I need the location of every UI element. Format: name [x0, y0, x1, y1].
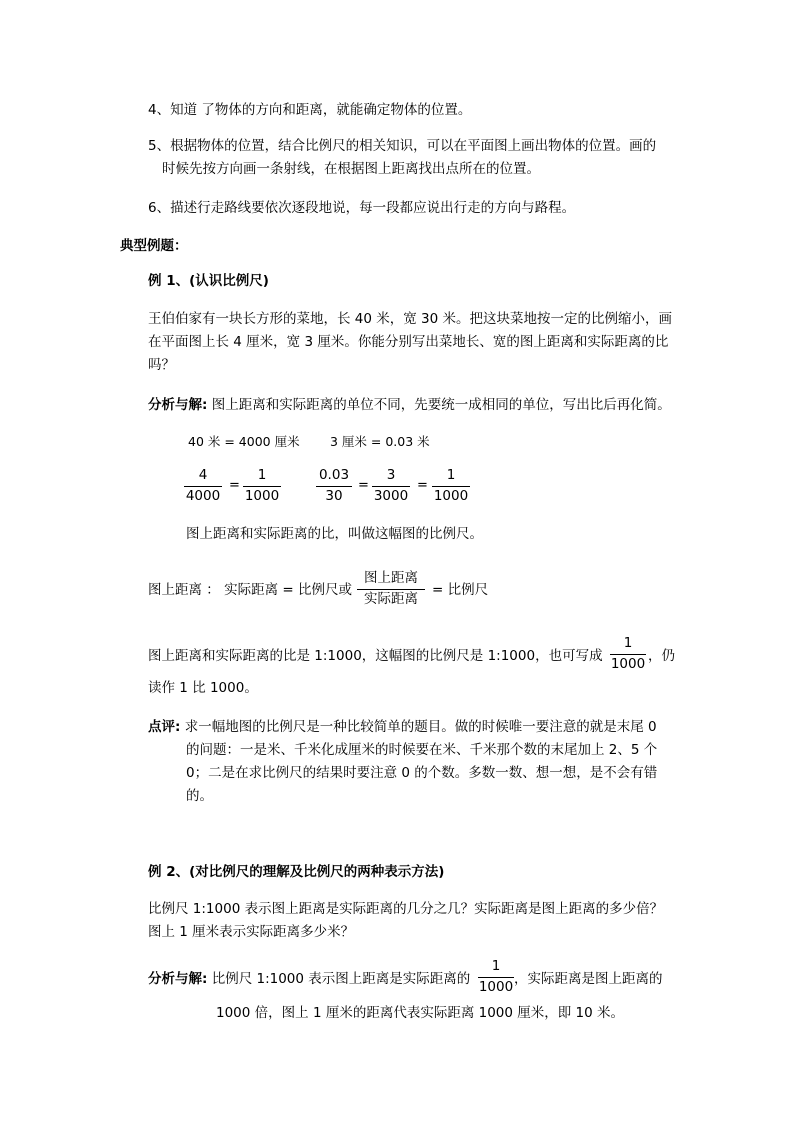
fraction-denominator: 30 [325, 488, 343, 504]
fraction-numerator: 1 [257, 467, 267, 483]
section-title: 典型例题： [120, 238, 188, 254]
point-4: 4、知道 了物体的方向和距离，就能确定物体的位置。 [148, 102, 472, 118]
fraction-4-over-4000 [184, 467, 222, 505]
fraction-bar [243, 486, 281, 487]
example-1-title: 例 1、(认识比例尺) [148, 273, 269, 289]
fraction-denominator: 1000 [244, 488, 280, 504]
fraction-bar [372, 486, 410, 487]
fraction-bar [432, 486, 470, 487]
ratio-fraction [610, 635, 646, 673]
fraction-numerator: 1 [623, 635, 633, 651]
example-1-analysis [148, 396, 671, 414]
example-1-problem-line-1: 王伯伯家有一块长方形的菜地，长 40 米，宽 30 米。把这块菜地按一定的比例缩小，画 [148, 311, 673, 327]
analysis-tail: ，实际距离是图上距离的 [514, 971, 663, 987]
fraction-0.03-over-30 [316, 467, 352, 505]
comment-line-3: 0；二是在求比例尺的结果时要注意 0 的个数。多数一数、想一想，是不会有错 [186, 765, 658, 781]
comment-line-2: 的问题：一是米、千米化成厘米的时候要在米、千米那个数的末尾加上 2、5 个 [186, 742, 658, 758]
fraction-denominator: 1000 [478, 979, 514, 995]
formula-right: = 比例尺 [432, 582, 489, 598]
fraction-numerator: 3 [386, 467, 396, 483]
fraction-numerator: 1 [446, 467, 456, 483]
example-2-problem-line-1: 比例尺 1:1000 表示图上距离是实际距离的几分之几？实际距离是图上距离的多少倍？ [148, 901, 664, 917]
example-2-problem-line-2: 图上 1 厘米表示实际距离多少米？ [148, 924, 355, 940]
equals-sign: = [229, 478, 240, 493]
ratio-line-2: 读作 1 比 1000。 [148, 680, 258, 696]
fraction-3-over-3000 [372, 467, 410, 505]
fraction-denominator: 3000 [373, 488, 409, 504]
example-2-fraction [478, 958, 514, 996]
ratio-text: 图上距离和实际距离的比是 1:1000，这幅图的比例尺是 1:1000，也可写成 [148, 648, 603, 664]
fraction-denominator: 1000 [610, 656, 646, 672]
fraction-numerator: 0.03 [318, 467, 350, 483]
fraction-bar [316, 486, 352, 487]
comment-line-4: 的。 [186, 788, 213, 804]
equals-sign: = [358, 478, 369, 493]
fraction-numerator: 图上距离 [364, 570, 418, 586]
example-2-analysis-line-2: 1000 倍，图上 1 厘米的距离代表实际距离 1000 厘米，即 10 米。 [216, 1005, 625, 1021]
example-2-title: 例 2、(对比例尺的理解及比例尺的两种表示方法) [148, 864, 445, 880]
fraction-1-over-1000 [432, 467, 470, 505]
formula-fraction [357, 570, 425, 608]
fraction-bar [184, 486, 222, 487]
example-1-problem-line-3: 吗？ [148, 357, 175, 373]
point-6: 6、描述行走路线要依次逐段地说，每一段都应说出行走的方向与路程。 [148, 200, 576, 216]
example-2-analysis [148, 970, 470, 988]
fraction-numerator: 1 [491, 958, 501, 974]
fraction-numerator: 4 [198, 467, 208, 483]
fraction-bar [610, 654, 646, 655]
example-1-problem-line-2: 在平面图上长 4 厘米，宽 3 厘米。你能分别写出菜地长、宽的图上距离和实际距离的比 [148, 334, 669, 350]
fraction-denominator: 实际距离 [364, 591, 418, 607]
analysis-text: 比例尺 1:1000 表示图上距离是实际距离的 [207, 971, 471, 987]
fraction-bar [357, 589, 425, 590]
comment-text: 求一幅地图的比例尺是一种比较简单的题目。做的时候唯一要注意的就是末尾 0 [180, 719, 657, 735]
comment-label: 点评: [148, 719, 181, 735]
unit-conversion-2: 3 厘米 = 0.03 米 [330, 434, 430, 449]
fraction-denominator: 4000 [185, 488, 221, 504]
analysis-text: 图上距离和实际距离的单位不同，先要统一成相同的单位，写出比后再化简。 [207, 397, 671, 413]
point-5-line-2: 时候先按方向画一条射线，在根据图上距离找出点所在的位置。 [162, 161, 540, 177]
fraction-bar [478, 977, 514, 978]
unit-conversion-1: 40 米 = 4000 厘米 [188, 434, 300, 449]
fraction-denominator: 1000 [433, 488, 469, 504]
formula-left: 图上距离 ： 实际距离 = 比例尺或 [148, 582, 352, 598]
fraction-1-over-1000 [243, 467, 281, 505]
equals-sign: = [417, 478, 428, 493]
comment-line-1 [148, 718, 657, 736]
point-5-line-1: 5、根据物体的位置，结合比例尺的相关知识，可以在平面图上画出物体的位置。画的 [148, 138, 657, 154]
analysis-label: 分析与解: [148, 971, 208, 987]
ratio-tail: ，仍 [648, 648, 675, 664]
scale-definition: 图上距离和实际距离的比，叫做这幅图的比例尺。 [186, 526, 483, 542]
analysis-label: 分析与解: [148, 397, 208, 413]
